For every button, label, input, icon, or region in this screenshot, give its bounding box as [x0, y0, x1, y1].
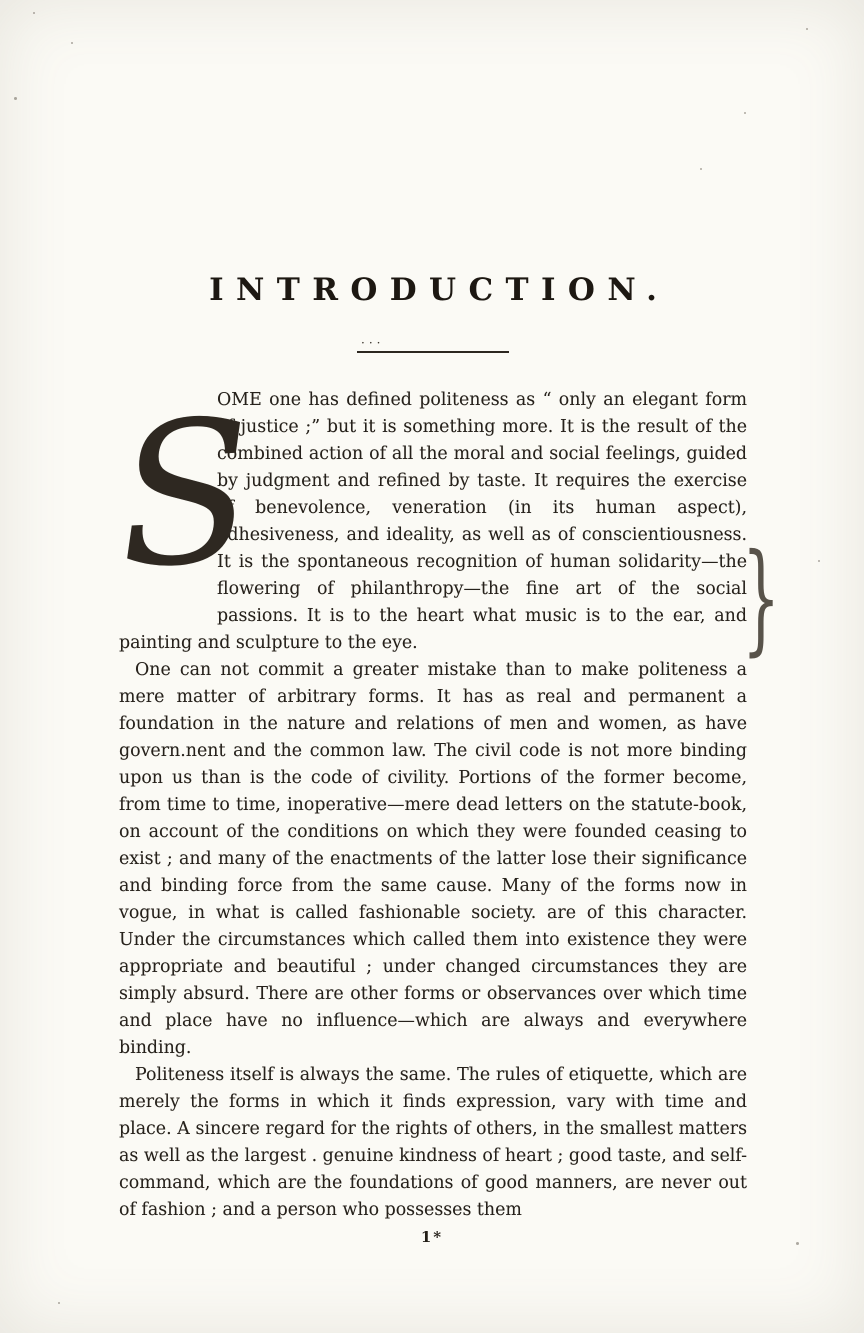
scan-speck: [14, 97, 17, 100]
paragraph-3: Politeness itself is always the same. The rules of etiquette, which are merely the forms in which it finds expression, vary with time and place. A sincere regard for the rights of others, in the smallest matters as well as the largest . genuine kindness of heart ; good taste, and self-command, which are the foundations of good manners, are never out of fashion ; and a person who possesses them: [119, 1065, 747, 1220]
text-block: [112, 0, 747, 1224]
paragraph-1: [112, 377, 747, 657]
scan-speck: [806, 28, 808, 30]
page-signature-marker: 1*: [420, 1228, 444, 1246]
margin-brace-annotation: }: [742, 529, 781, 668]
ornament-rule: [357, 351, 509, 353]
paragraph-1-text: OME one has defined politeness as “ only an elegant form of justice ;” but it is something more. It is the result of the combined action of all the moral and social feelings, guided by judgment and refined by taste. It requires the exercise of benevolence, veneration (in its human aspect), adhesiveness, and ideality, as well as of conscientiousness. It is the spontaneous recognition of human solidarity—the flowering of philanthropy—the fine art of the social passions. It is to the heart what music is to the ear, and painting and sculpture to the eye.: [119, 390, 747, 653]
page-title: INTRODUCTION.: [209, 272, 670, 308]
title-ornament: [343, 338, 523, 353]
scan-speck: [71, 42, 73, 44]
paragraph-2: One can not commit a greater mistake than to make politeness a mere matter of arbitrary forms. It has as real and permanent a foundation in the nature and relations of men and women, as have govern.nent and the common law. The civil code is not more binding upon us than is the code of civility. Portions of the former become, from time to time, inoperative—mere dead letters on the statute-book, on account of the conditions on which they were founded ceasing to exist ; and many of the enactments of the latter lose their significance and binding force from the same cause. Many of the forms now in vogue, in what is called fashionable society. are of this character. Under the circumstances which called them into existence they were appropriate and beautiful ; under changed circumstances they are simply absurd. There are other forms or observances over which time and place have no influence—which are always and everywhere binding.: [119, 660, 747, 1058]
scan-speck: [33, 12, 35, 14]
scan-speck: [818, 560, 820, 562]
dropcap-s: S: [112, 377, 259, 613]
ornament-dots: ···: [361, 336, 385, 350]
scan-speck: [58, 1302, 60, 1304]
body-text: [112, 377, 747, 1224]
